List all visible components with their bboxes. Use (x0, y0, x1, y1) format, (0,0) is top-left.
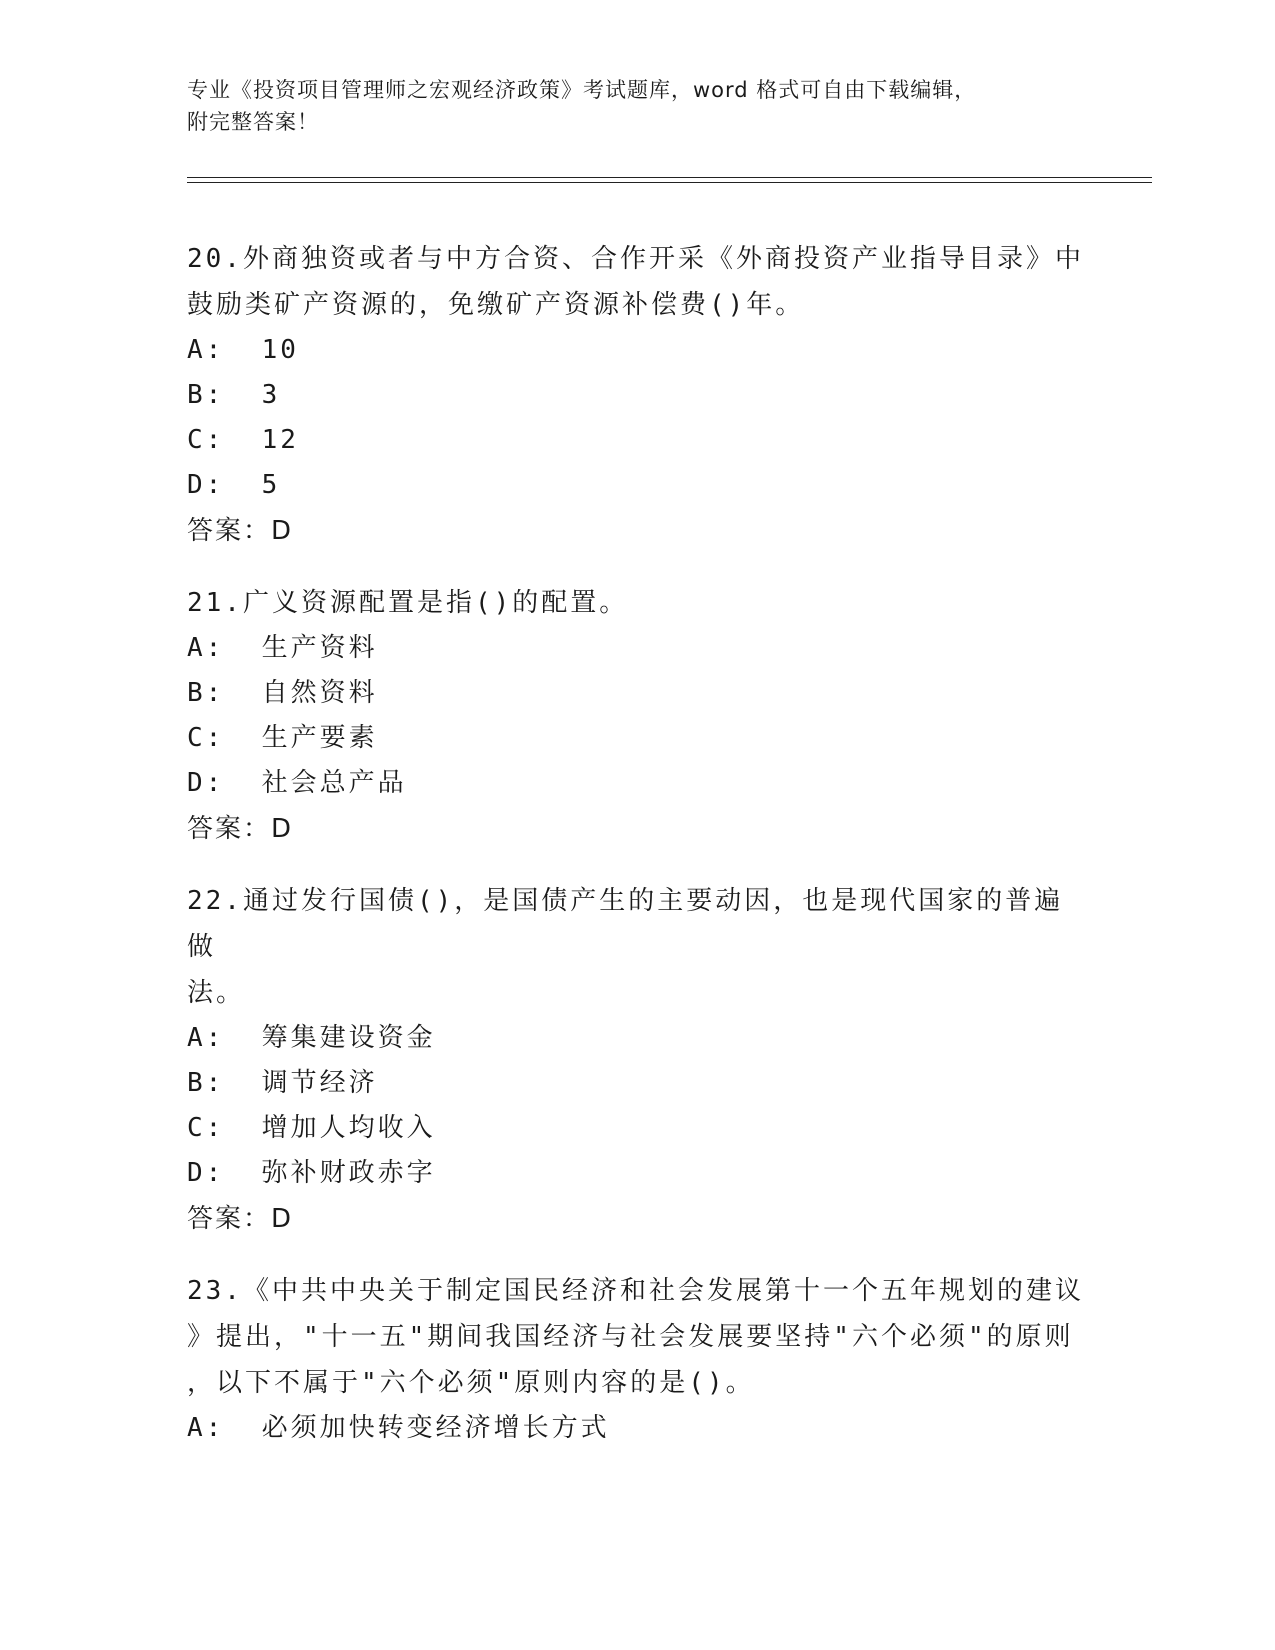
header-divider-bottom (187, 182, 1152, 183)
question-stem-line: 21.广义资源配置是指()的配置。 (187, 588, 629, 618)
header-line-1: 专业《投资项目管理师之宏观经济政策》考试题库，word 格式可自由下载编辑， (187, 78, 977, 102)
question-20 (187, 236, 1087, 554)
question-stem-line: 法。 (187, 978, 246, 1008)
question-stem-line: 鼓励类矿产资源的，免缴矿产资源补偿费()年。 (187, 290, 805, 320)
document-header (187, 74, 1067, 138)
question-23 (187, 1268, 1087, 1451)
question-21 (187, 580, 1087, 852)
option-c: C: 12 (187, 425, 299, 455)
option-a: A: 必须加快转变经济增长方式 (187, 1413, 610, 1443)
answer-line: 答案：D (187, 1204, 294, 1234)
question-22 (187, 878, 1087, 1242)
option-b: B: 自然资料 (187, 678, 378, 708)
option-b: B: 调节经济 (187, 1068, 378, 1098)
option-b: B: 3 (187, 380, 281, 410)
answer-line: 答案：D (187, 814, 294, 844)
question-stem-line: 22.通过发行国债()，是国债产生的主要动因，也是现代国家的普遍做 (187, 886, 1064, 962)
option-d: D: 社会总产品 (187, 768, 407, 798)
question-stem-line: 20.外商独资或者与中方合资、合作开采《外商投资产业指导目录》中 (187, 244, 1084, 274)
option-c: C: 增加人均收入 (187, 1113, 436, 1143)
question-list (187, 236, 1087, 1477)
answer-line: 答案：D (187, 516, 294, 546)
option-d: D: 5 (187, 470, 281, 500)
header-divider-top (187, 177, 1152, 178)
header-line-2: 附完整答案！ (187, 110, 319, 134)
option-d: D: 弥补财政赤字 (187, 1158, 436, 1188)
option-a: A: 筹集建设资金 (187, 1023, 436, 1053)
question-stem-line: ，以下不属于"六个必须"原则内容的是()。 (187, 1368, 755, 1398)
option-a: A: 10 (187, 335, 299, 365)
question-stem-line: 23.《中共中央关于制定国民经济和社会发展第十一个五年规划的建议 (187, 1276, 1084, 1306)
question-stem-line: 》提出，"十一五"期间我国经济与社会发展要坚持"六个必须"的原则 (187, 1322, 1074, 1352)
option-c: C: 生产要素 (187, 723, 378, 753)
option-a: A: 生产资料 (187, 633, 378, 663)
